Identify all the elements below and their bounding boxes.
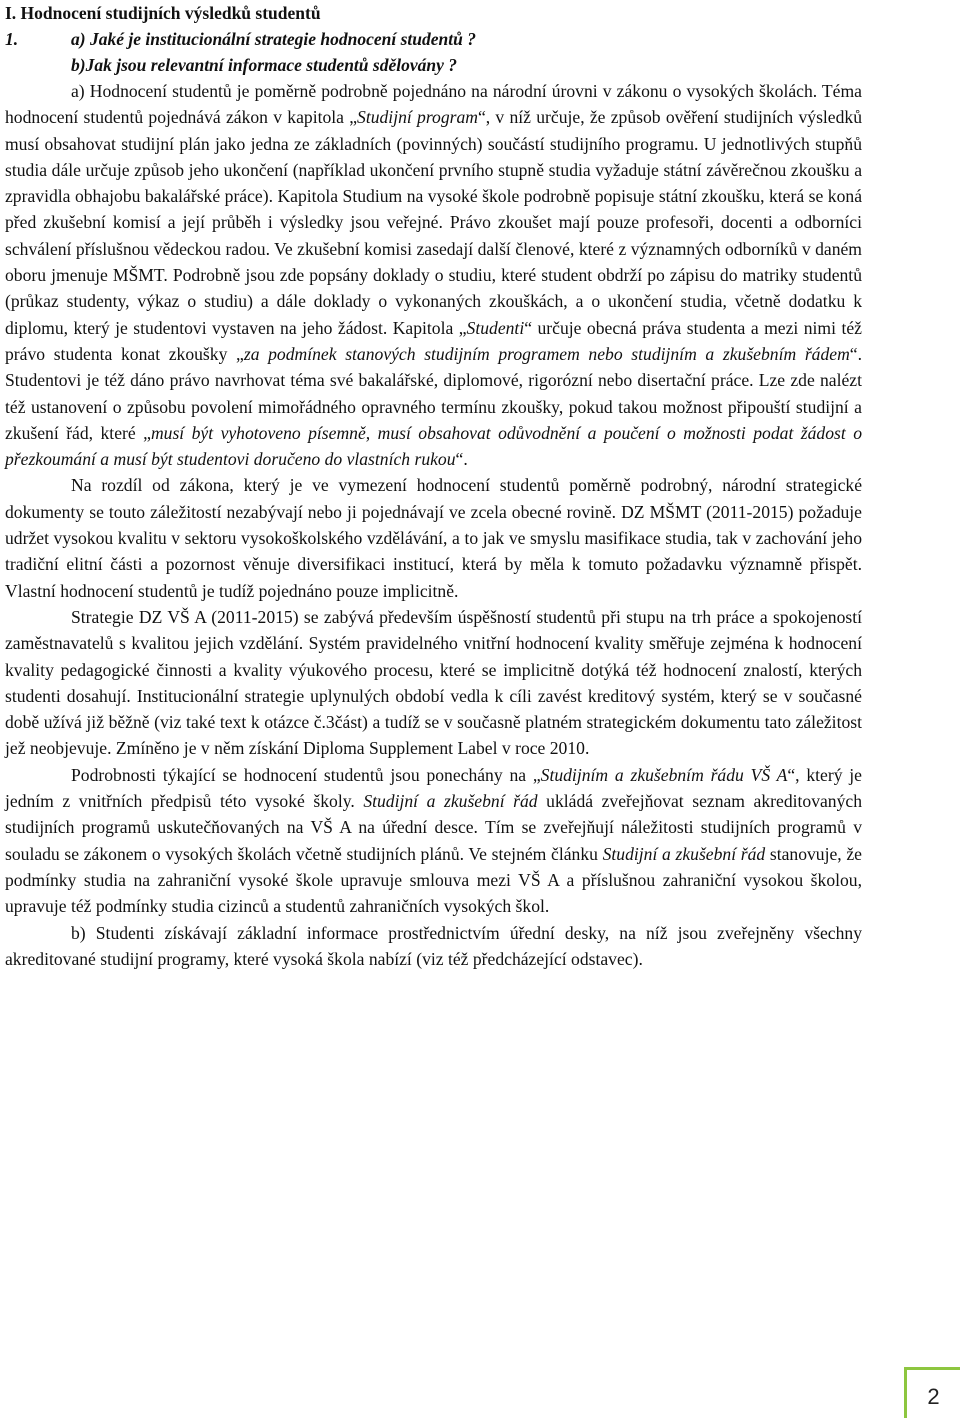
question-1 bbox=[5, 26, 862, 52]
text-segment: “. Studentovi je též dáno právo navrhovat téma své bakalářské, diplomové, rigorózní nebo disertační práce. Lze zde nalézt též ustanovení o způsobu povolení mimořádného opravného termínu zkoušky, pokud takou možnost připouští studijní a zkušení řád, které „ bbox=[5, 343, 862, 443]
text-segment: Na rozdíl od zákona, který je ve vymezení hodnocení studentů poměrně podrobný, národní strategické dokumenty se touto záležitostí nezabývají nebo ji pojednávají ve zcela obecné rovině. DZ MŠMT (2011-2015) požaduje udržet vysokou kvalitu v sektoru vysokoškolského vzdělávání, a to jak ve smyslu masifikace studia, tak v zachování jeho tradiční elitní části a pozornost věnuje diversifikaci institucí, která by měla k tomuto požadavku významně přispět. Vlastní hodnocení studentů je tudíž pojednáno pouze implicitně. bbox=[5, 475, 862, 601]
text-segment: b) Studenti získávají základní informace prostřednictvím úřední desky, na níž jsou zveřejněny všechny akreditované studijní programy, které vysoká škola nabízí (viz též předcházející odstavec). bbox=[5, 922, 862, 969]
document-page bbox=[5, 0, 862, 972]
italic-text-segment: Studijní a zkušební řád bbox=[602, 843, 766, 864]
text-segment: “. bbox=[455, 449, 468, 470]
paragraph-study-rules bbox=[5, 762, 862, 920]
paragraph-institution-strategy bbox=[5, 604, 862, 762]
text-segment: “ určuje obecná práva studenta a mezi nimi též právo studenta konat zkoušky „ bbox=[5, 317, 862, 364]
page-number-box bbox=[904, 1367, 960, 1418]
italic-text-segment: Studijní program bbox=[357, 107, 478, 128]
italic-text-segment: Studijním a zkušebním řádu VŠ A bbox=[540, 764, 788, 785]
question-1-number: 1. bbox=[5, 29, 19, 49]
italic-text-segment: za podmínek stanových studijním programem nebo studijním a zkušebním řádem bbox=[243, 343, 850, 364]
italic-text-segment: Studenti bbox=[466, 317, 525, 338]
text-segment: stanovuje, že podmínky studia na zahraniční vysoké škole upravuje smlouva mezi VŠ A a příslušnou zahraniční vysokou školou, upravuje též podmínky studia cizinců a studentů zahraničních vysokých škol. bbox=[5, 843, 862, 917]
paragraph-law-overview bbox=[5, 78, 862, 472]
italic-text-segment: musí být vyhotoveno písemně, musí obsahovat odůvodnění a poučení o možnosti podat žádost o přezkoumání a musí být studentovi doručeno do vlastních rukou bbox=[5, 422, 862, 470]
text-segment: a) Hodnocení studentů je poměrně podrobně pojednáno na národní úrovni v zákonu o vysokých školách. Téma hodnocení studentů pojednává zákon v kapitola „ bbox=[5, 81, 862, 128]
question-1-text: a) Jaké je institucionální strategie hodnocení studentů ? bbox=[71, 29, 476, 49]
text-segment: Podrobnosti týkající se hodnocení studentů jsou ponechány na „ bbox=[71, 764, 541, 785]
page-number: 2 bbox=[927, 1384, 940, 1409]
text-segment: Strategie DZ VŠ A (2011-2015) se zabývá především úspěšností studentů při stupu na trh práce a spokojeností zaměstnavatelů s kvalitou jejich vzdělání. Systém pravidelného vnitřní hodnocení kvality směřuje zejména k hodnocení kvality pedagogické činnosti a kvality výukového procesu, které se implicitně dotýká též hodnocení znalostí, kterých studenti dosahují. Institucionální strategie uplynulých období vedla k cíli zavést kreditový systém, který se v současné době užívá již běžně (viz také text k otázce č.3část) a tudíž se v současně platném strategickém dokumentu tato záležitost jež neobjevuje. Zmíněno je v něm získání Diploma Supplement Label v roce 2010. bbox=[5, 606, 862, 759]
paragraph-national-strategy bbox=[5, 472, 862, 603]
italic-text-segment: Studijní a zkušební řád bbox=[363, 791, 538, 812]
paragraph-information-sharing bbox=[5, 920, 862, 973]
section-heading: I. Hodnocení studijních výsledků studentů bbox=[5, 3, 321, 23]
text-segment: “, v níž určuje, že způsob ověření studijních výsledků musí obsahovat studijní plán jako jedna ze základních (povinných) součástí studijního programu. U jednotlivých stupňů studia dále určuje způsob jeho ukončení (například ukončení prvního stupně studia vyžaduje státní závěrečnou zkoušku a zpravidla obhajobu bakalářské práce). Kapitola Studium na vysoké škole podrobně popisuje státní zkoušku, která se koná před zkušební komisí a její průběh i výsledky jsou veřejné. Právo zkoušet mají pouze profesoři, docenti a odborníci schválení příslušnou vědeckou radou. Ve zkušební komisi zasedají další členové, které z významných odborníků v daném oboru jmenuje MŠMT. Podrobně jsou zde popsány doklady o studiu, které student obdrží po zápisu do matriky studentů (průkaz studenty, výkaz o studiu) a dále doklady o vykonaných zkouškách, a o ukončení studia, včetně dodatku k diplomu, který je studentovi vystaven na jeho žádost. Kapitola „ bbox=[5, 107, 863, 338]
question-2: b)Jak jsou relevantní informace studentů sdělovány ? bbox=[71, 55, 457, 75]
text-segment: “, který je jedním z vnitřních předpisů této vysoké školy. bbox=[5, 764, 862, 812]
text-segment: ukládá zveřejňovat seznam akreditovaných studijních programů uskutečňovaných na VŠ A na úřední desce. Tím se zveřejňují náležitosti studijních programů v souladu se zákonem o vysokých školách včetně studijních plánů. Ve stejném článku bbox=[5, 791, 862, 864]
